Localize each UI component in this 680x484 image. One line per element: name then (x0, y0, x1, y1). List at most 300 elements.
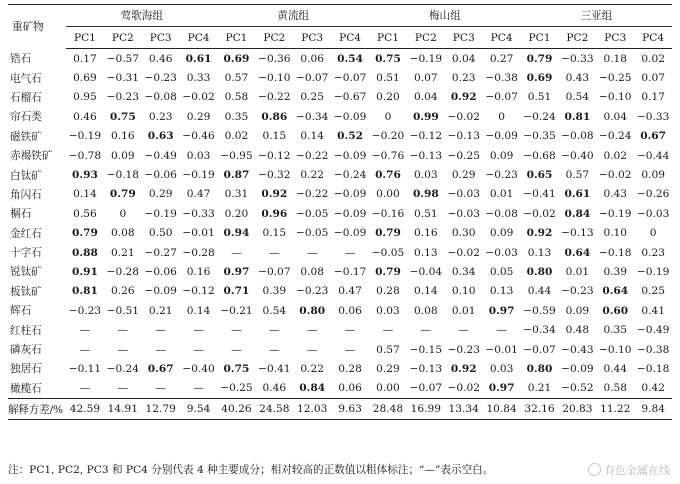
loading-value: 0.03 (414, 169, 438, 182)
loading-value: 0.61 (185, 52, 212, 65)
loading-value: −0.11 (68, 362, 102, 375)
table-footer (8, 399, 672, 420)
loading-value: −0.23 (295, 285, 329, 298)
pc-header: PC3 (445, 27, 483, 49)
variance-value: 42.59 (66, 399, 104, 420)
loading-value: 0.04 (451, 52, 476, 65)
table-row (8, 68, 672, 87)
loading-value: 0.09 (489, 149, 514, 162)
loading-value: 0.00 (376, 382, 400, 395)
loading-value: −0.31 (106, 72, 140, 85)
loading-value: 0.46 (148, 52, 173, 65)
mineral-name: 金红石 (10, 227, 42, 240)
loading-value: −0.23 (447, 343, 480, 356)
loading-value: −0.09 (333, 207, 367, 220)
factor-loadings-table (8, 4, 672, 420)
pc-header: PC3 (293, 27, 331, 49)
loading-value: −0.03 (485, 246, 518, 259)
loading-value: — (269, 324, 280, 337)
loading-value: — (306, 324, 318, 337)
loading-value: −0.23 (106, 91, 140, 104)
loading-value: −0.22 (258, 91, 291, 104)
loading-value: 0.35 (224, 110, 249, 123)
pc-header: PC1 (218, 27, 256, 49)
table-row (8, 165, 672, 184)
loading-value: 0.20 (376, 91, 400, 104)
loading-value: 0.67 (147, 362, 174, 375)
loading-value: 0.31 (224, 188, 249, 201)
loading-value: — (231, 324, 242, 337)
loading-value: 0.01 (451, 304, 476, 317)
loading-value: 0.57 (376, 343, 400, 356)
loading-value: −0.33 (561, 52, 594, 65)
loading-value: 0.64 (564, 246, 591, 259)
variance-value: 11.22 (596, 399, 634, 420)
loading-value: −0.13 (447, 130, 480, 143)
loading-value: −0.18 (599, 246, 632, 259)
group-header-row (8, 5, 672, 27)
loading-value: 0.23 (451, 72, 476, 85)
loading-value: 0.69 (223, 52, 250, 65)
loading-value: −0.41 (523, 188, 556, 201)
loading-value: — (193, 343, 204, 356)
loading-value: −0.12 (409, 130, 443, 143)
loading-value: 0.65 (526, 169, 553, 182)
table-row (8, 224, 672, 243)
mineral-name: 角闪石 (10, 188, 42, 201)
loading-value: 0.34 (451, 265, 476, 278)
loading-value: 0.09 (111, 149, 135, 162)
variance-value: 14.91 (104, 399, 142, 420)
loading-value: 0.21 (148, 304, 173, 317)
loading-value: 0.51 (376, 72, 400, 85)
loading-value: −0.38 (636, 343, 670, 356)
loading-value: 0.02 (641, 52, 665, 65)
group-header: 梅山组 (369, 5, 521, 27)
loading-value: 0.01 (565, 265, 590, 278)
loading-value: 0.25 (300, 91, 324, 104)
loading-value: 0.35 (603, 324, 628, 337)
loading-value: 0.69 (526, 72, 553, 85)
loading-value: 0.57 (224, 72, 249, 85)
loading-value: −0.40 (182, 362, 215, 375)
pc-header: PC2 (558, 27, 596, 49)
loading-value: −0.06 (144, 169, 177, 182)
loading-value: — (344, 343, 356, 356)
loading-value: — (117, 382, 129, 395)
loading-value: 0.39 (603, 265, 628, 278)
loading-value: 0.63 (147, 130, 174, 143)
loading-value: 0.92 (526, 227, 553, 240)
loading-value: −0.24 (106, 362, 140, 375)
loading-value: −0.02 (182, 91, 215, 104)
loading-value: −0.34 (295, 110, 329, 123)
loading-value: −0.44 (636, 149, 670, 162)
loading-value: 0.44 (527, 285, 552, 298)
mineral-name: 榍石 (10, 208, 32, 221)
table-row (8, 185, 672, 204)
loading-value: 0.08 (111, 227, 135, 240)
table-row (8, 107, 672, 126)
table-note: 注：PC1, PC2, PC3 和 PC4 分别代表 4 种主要成分；相对较高的正数值以粗体标注；“—”表示空白。 (8, 464, 494, 476)
loading-value: −0.12 (258, 149, 291, 162)
variance-value: 12.03 (293, 399, 331, 420)
loading-value: −0.51 (106, 304, 140, 317)
loading-value: 0.91 (72, 265, 98, 278)
loading-value: 0.39 (262, 285, 287, 298)
loading-value: 0.28 (376, 285, 400, 298)
loading-value: 0.50 (148, 227, 173, 240)
explained-variance-row (8, 399, 672, 420)
loading-value: −0.38 (485, 72, 518, 85)
loading-value: −0.49 (636, 324, 670, 337)
loading-value: — (382, 324, 394, 337)
variance-value: 32.16 (521, 399, 559, 420)
mineral-name: 橄榄石 (10, 382, 42, 395)
loading-value: 0.01 (489, 188, 514, 201)
loading-value: — (344, 324, 356, 337)
mineral-name: 赤褐铁矿 (10, 150, 53, 163)
loading-value: 0.06 (300, 52, 324, 65)
loading-value: 0.84 (564, 207, 591, 220)
loading-value: 0.14 (73, 188, 97, 201)
loading-value: −0.25 (599, 72, 632, 85)
loading-value: 0.22 (300, 169, 324, 182)
table-row (8, 379, 672, 399)
loading-value: −0.18 (636, 362, 670, 375)
loading-value: −0.34 (523, 324, 556, 337)
loading-value: 0.69 (73, 72, 97, 85)
loading-value: 0.96 (261, 207, 288, 220)
loading-value: 0.08 (300, 265, 324, 278)
loading-value: 0.29 (186, 110, 211, 123)
loading-value: 0.92 (450, 91, 477, 104)
loading-value: 0.13 (414, 246, 438, 259)
loading-value: — (269, 246, 280, 259)
loading-value: 0.79 (109, 188, 136, 201)
loading-value: 0.14 (414, 285, 438, 298)
loading-value: 0.07 (414, 72, 438, 85)
loading-value: −0.06 (144, 265, 177, 278)
loading-value: 0.81 (564, 110, 591, 123)
loading-value: −0.46 (182, 130, 215, 143)
loading-value: 0.27 (489, 52, 514, 65)
variance-value: 12.79 (142, 399, 180, 420)
loading-value: 0.29 (148, 188, 173, 201)
mineral-name: 辉石 (10, 305, 32, 318)
loading-value: −0.95 (220, 149, 253, 162)
pc-header: PC1 (521, 27, 559, 49)
loading-value: 0.23 (148, 110, 173, 123)
loading-value: 0.67 (640, 130, 667, 143)
loading-value: 0.60 (602, 304, 629, 317)
loading-value: — (155, 382, 166, 395)
loading-value: 0.23 (641, 246, 665, 259)
loading-value: −0.07 (258, 265, 291, 278)
loading-value: −0.10 (258, 72, 291, 85)
loading-value: −0.25 (220, 382, 253, 395)
loading-value: 0.54 (565, 91, 590, 104)
loading-value: −0.19 (409, 52, 443, 65)
loading-value: 0.97 (223, 265, 250, 278)
pc-header: PC4 (331, 27, 369, 49)
loading-value: — (155, 343, 166, 356)
table-row (8, 243, 672, 262)
loading-value: −0.23 (144, 72, 177, 85)
pc-header: PC4 (634, 27, 672, 49)
loading-value: −0.01 (485, 343, 518, 356)
pc-header: PC1 (66, 27, 104, 49)
mineral-name: 石榴石 (10, 91, 42, 104)
loading-value: 0.16 (414, 227, 438, 240)
loading-value: −0.23 (561, 285, 594, 298)
loading-value: 0.80 (526, 362, 553, 375)
loading-value: −0.23 (68, 304, 102, 317)
table-row (8, 301, 672, 320)
loading-value: −0.05 (295, 227, 329, 240)
loading-value: −0.07 (485, 91, 518, 104)
loading-value: 0.56 (73, 207, 97, 220)
loading-value: 0.99 (412, 110, 439, 123)
loading-value: 0.64 (602, 285, 629, 298)
loading-value: −0.13 (409, 149, 443, 162)
pc-header: PC1 (369, 27, 407, 49)
loading-value: 0 (649, 227, 657, 240)
mineral-name: 磁铁矿 (10, 130, 42, 143)
group-header: 莺歌海组 (66, 5, 218, 27)
mineral-name: 十字石 (10, 247, 42, 260)
loading-value: 0.14 (300, 130, 324, 143)
loading-value: 0.61 (564, 188, 591, 201)
loading-value: −0.32 (258, 169, 291, 182)
loading-value: 0.98 (412, 188, 439, 201)
factor-loadings-table-container (8, 4, 672, 420)
loading-value: 0.97 (488, 382, 515, 395)
loading-value: −0.52 (561, 382, 594, 395)
loading-value: −0.17 (333, 265, 367, 278)
loading-value: −0.16 (371, 207, 405, 220)
loading-value: −0.23 (485, 169, 518, 182)
loading-value: 0.09 (641, 169, 665, 182)
loading-value: 0.29 (451, 169, 476, 182)
loading-value: 0.00 (376, 188, 400, 201)
loading-value: −0.21 (220, 304, 253, 317)
mineral-name: 磷灰石 (10, 344, 42, 357)
loading-value: −0.57 (106, 52, 140, 65)
table-row (8, 127, 672, 146)
loading-value: −0.03 (447, 188, 480, 201)
variance-value: 9.84 (634, 399, 672, 420)
loading-value: −0.09 (333, 110, 367, 123)
loading-value: 0.03 (376, 304, 400, 317)
loading-value: −0.08 (485, 207, 518, 220)
loading-value: −0.20 (371, 130, 405, 143)
loading-value: 0.30 (451, 227, 476, 240)
pc-header-row (8, 27, 672, 49)
loading-value: 0 (119, 207, 127, 220)
variance-value: 24.58 (255, 399, 293, 420)
table-row (8, 282, 672, 301)
loading-value: −0.02 (447, 246, 480, 259)
loading-value: — (269, 343, 280, 356)
loading-value: — (79, 324, 91, 337)
loading-value: 0.94 (223, 227, 250, 240)
loading-value: 0.58 (603, 382, 628, 395)
mineral-name: 锐钛矿 (10, 266, 42, 279)
loading-value: 0.52 (337, 130, 363, 143)
loading-value: 0.84 (299, 382, 326, 395)
pc-header: PC2 (104, 27, 142, 49)
loading-value: −0.22 (295, 149, 329, 162)
loading-value: 0.08 (414, 304, 438, 317)
table-row (8, 146, 672, 165)
loading-value: −0.12 (182, 285, 215, 298)
loading-value: — (344, 246, 356, 259)
loading-value: 0.10 (603, 227, 628, 240)
loading-value: −0.33 (636, 110, 670, 123)
loading-value: — (117, 324, 129, 337)
loading-value: 0.14 (186, 304, 211, 317)
loading-value: 0.21 (527, 382, 552, 395)
loading-value: −0.19 (636, 265, 670, 278)
loading-value: 0.09 (489, 227, 514, 240)
loading-value: 0.95 (73, 91, 97, 104)
loading-value: 0.80 (299, 304, 326, 317)
loading-value: 0.22 (300, 362, 324, 375)
loading-value: 0.10 (451, 285, 476, 298)
table-row (8, 359, 672, 378)
loading-value: −0.13 (409, 362, 443, 375)
loading-value: −0.05 (295, 207, 329, 220)
pc-header: PC3 (142, 27, 180, 49)
loading-value: 0.87 (223, 169, 250, 182)
loading-value: 0.05 (489, 265, 514, 278)
loading-value: 0.80 (526, 265, 553, 278)
mineral-name: 电气石 (10, 72, 42, 85)
loading-value: 0.02 (603, 149, 628, 162)
variance-value: 16.99 (407, 399, 445, 420)
variance-value: 20.83 (558, 399, 596, 420)
loading-value: 0.81 (72, 285, 98, 298)
loading-value: 0.03 (489, 362, 514, 375)
loading-value: 0.92 (450, 362, 477, 375)
loading-value: — (117, 343, 129, 356)
loading-value: −0.10 (599, 91, 632, 104)
loading-value: 0 (384, 110, 392, 123)
mineral-name: 帘石类 (10, 111, 42, 124)
loading-value: −0.67 (333, 91, 367, 104)
loading-value: 0.97 (488, 304, 515, 317)
loading-value: 0.48 (565, 324, 590, 337)
mineral-name: 红柱石 (10, 324, 42, 337)
loading-value: −0.02 (447, 110, 480, 123)
loading-value: 0.02 (224, 130, 249, 143)
loading-value: 0.03 (186, 149, 211, 162)
loading-value: −0.15 (409, 343, 443, 356)
loading-value: −0.76 (371, 149, 405, 162)
loading-value: — (231, 343, 242, 356)
loading-value: 0.06 (338, 382, 362, 395)
loading-value: −0.28 (106, 265, 140, 278)
loading-value: −0.35 (523, 130, 556, 143)
loading-value: −0.59 (523, 304, 556, 317)
loading-value: 0.47 (186, 188, 211, 201)
loading-value: — (79, 382, 91, 395)
loading-value: −0.19 (182, 169, 215, 182)
variance-value: 9.63 (331, 399, 369, 420)
variance-value: 28.48 (369, 399, 407, 420)
pc-header: PC2 (407, 27, 445, 49)
loading-value: 0.79 (375, 265, 401, 278)
pc-header: PC4 (180, 27, 218, 49)
loading-value: 0.15 (262, 130, 287, 143)
loading-value: 0.04 (603, 110, 628, 123)
loading-value: −0.43 (561, 343, 594, 356)
mineral-name: 锆石 (10, 52, 32, 65)
loading-value: 0.51 (414, 207, 438, 220)
loading-value: −0.19 (599, 207, 632, 220)
loading-value: 0.58 (224, 91, 249, 104)
loading-value: −0.33 (182, 207, 215, 220)
loading-value: −0.40 (561, 149, 594, 162)
loading-value: 0.75 (375, 52, 401, 65)
loading-value: −0.03 (636, 207, 670, 220)
loading-value: −0.07 (295, 72, 329, 85)
loading-value: 0.86 (261, 110, 288, 123)
loading-value: 0.46 (262, 382, 287, 395)
loading-value: −0.41 (258, 362, 291, 375)
loading-value: −0.25 (447, 149, 480, 162)
loading-value: 0.79 (72, 227, 98, 240)
loading-value: −0.24 (523, 110, 556, 123)
loading-value: 0.29 (376, 362, 400, 375)
loading-value: 0.57 (565, 169, 590, 182)
loading-value: 0.28 (338, 362, 362, 375)
loading-value: — (458, 324, 470, 337)
loading-value: −0.03 (447, 207, 480, 220)
loading-value: 0 (498, 110, 505, 123)
loading-value: 0.17 (73, 52, 97, 65)
loading-value: 0.15 (262, 227, 287, 240)
loading-value: — (193, 324, 204, 337)
loading-value: −0.24 (333, 169, 367, 182)
mineral-name: 独居石 (10, 363, 42, 376)
loading-value: — (155, 324, 166, 337)
loading-value: 0.46 (73, 110, 97, 123)
loading-value: 0.88 (72, 246, 98, 259)
loading-value: 0.42 (641, 382, 665, 395)
loading-value: 0.07 (641, 72, 665, 85)
loading-value: −0.09 (333, 188, 367, 201)
loading-value: −0.36 (258, 52, 291, 65)
loading-value: 0.54 (337, 52, 363, 65)
mineral-name: 白钛矿 (10, 169, 42, 182)
loading-value: 0.79 (375, 227, 401, 240)
loading-value: −0.05 (371, 246, 405, 259)
loading-value: −0.22 (295, 188, 329, 201)
loading-value: 0.43 (565, 72, 590, 85)
loading-value: 0.47 (338, 285, 362, 298)
loading-value: — (496, 324, 507, 337)
loading-value: 0.25 (641, 285, 665, 298)
loading-value: — (306, 246, 318, 259)
mineral-name: 板钛矿 (10, 285, 42, 298)
loading-value: −0.09 (144, 285, 177, 298)
loading-value: −0.01 (182, 227, 215, 240)
loading-value: — (79, 343, 91, 356)
loading-value: −0.19 (68, 130, 102, 143)
group-header: 黄流组 (218, 5, 370, 27)
